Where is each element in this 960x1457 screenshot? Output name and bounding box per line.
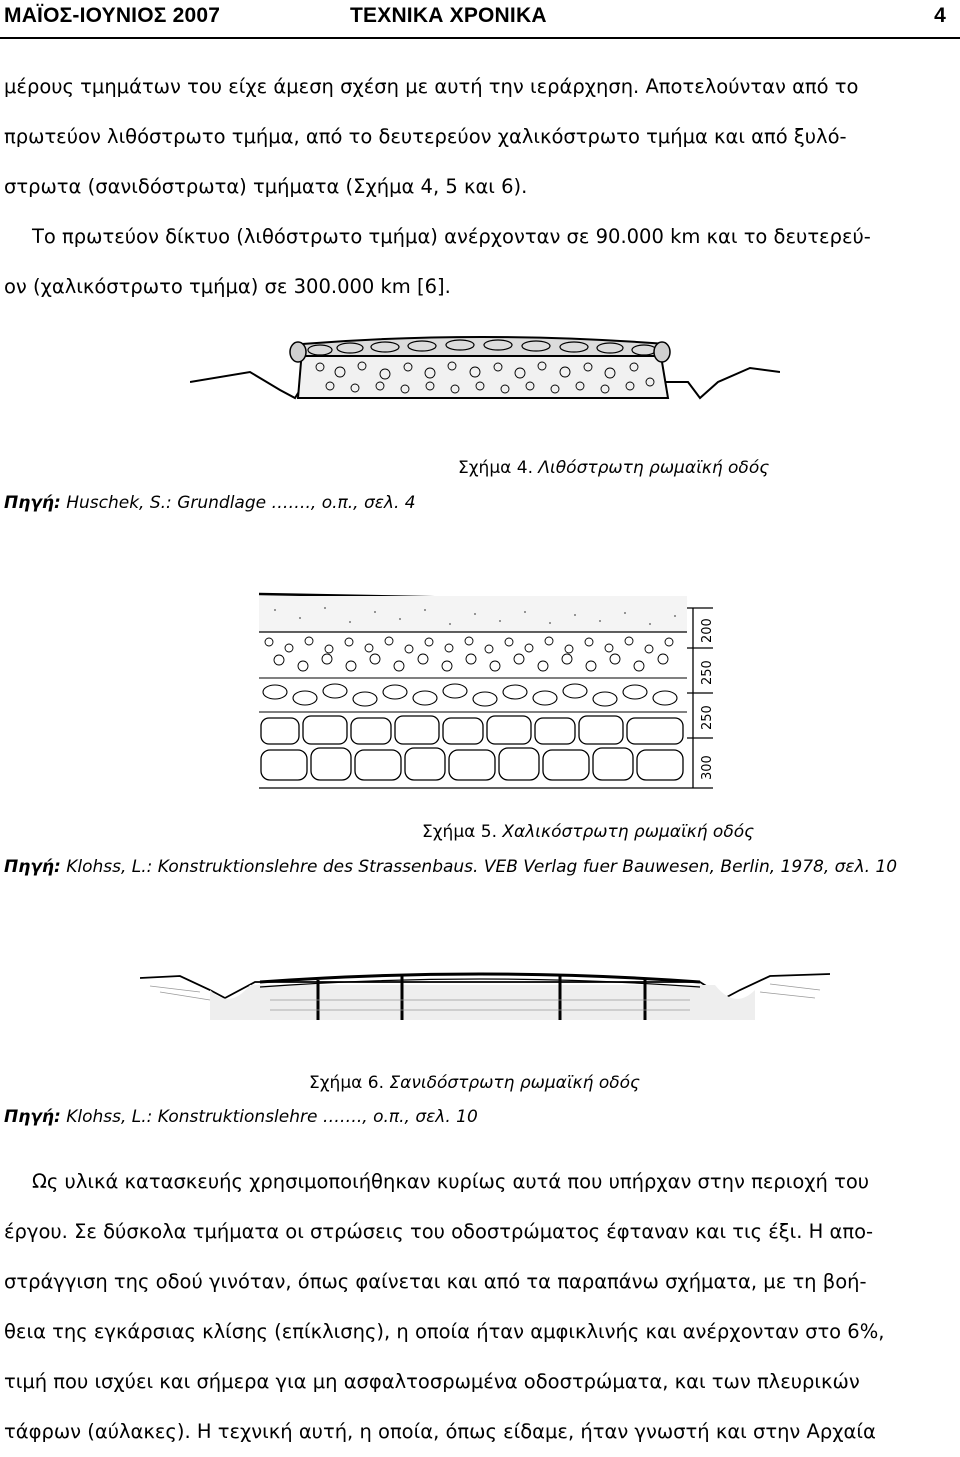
text-line: στράγγιση της οδού γινόταν, όπως φαίνεται και από τα παραπάνω σχήματα, με τη βοή- — [4, 1270, 867, 1293]
page-header — [0, 0, 960, 34]
figure-number: Σχήμα 6. — [309, 1073, 384, 1093]
dimension-label: 250 — [700, 660, 715, 685]
text-line: μέρους τμημάτων του είχε άμεση σχέση με αυτή την ιεράρχηση. Αποτελούνταν από το — [4, 75, 859, 98]
figure-number: Σχήμα 4. — [458, 458, 533, 478]
figure-6-caption — [309, 1073, 640, 1093]
dimension-label: 250 — [700, 705, 715, 730]
figure-4-caption — [458, 458, 769, 478]
figure-5-drawing — [255, 588, 725, 793]
text-line: θεια της εγκάρσιας κλίσης (επίκλισης), η οποία ήταν αμφικλινής και ανέρχονταν στο 6%, — [4, 1320, 885, 1343]
text-line: τάφρων (αύλακες). Η τεχνική αυτή, η οποία, όπως είδαμε, ήταν γνωστή και στην Αρχαία — [4, 1420, 876, 1443]
header-rule — [0, 37, 960, 39]
source-text: Klohss, L.: Konstruktionslehre ……., ο.π., σελ. 10 — [60, 1107, 478, 1127]
text-line: τιμή που ισχύει και σήμερα για μη ασφαλτοσρωμένα οδοστρώματα, και των πλευρικών — [4, 1370, 860, 1393]
issue-date: ΜΑΪΟΣ-ΙΟΥΝΙΟΣ 2007 — [4, 4, 221, 27]
source-text: Huschek, S.: Grundlage ……., ο.π., σελ. 4 — [60, 493, 416, 513]
text-line: στρωτα (σανιδόστρωτα) τμήματα (Σχήμα 4, 5 και 6). — [4, 175, 528, 198]
figure-4-source — [4, 493, 416, 513]
figure-4-drawing — [190, 312, 780, 442]
text-line: Το πρωτεύον δίκτυο (λιθόστρωτο τμήμα) ανέρχονταν σε 90.000 km και το δευτερεύ- — [32, 225, 871, 248]
page-number: 4 — [934, 4, 946, 27]
figure-number: Σχήμα 5. — [422, 822, 497, 842]
text-line: Ως υλικά κατασκευής χρησιμοποιήθηκαν κυρίως αυτά που υπήρχαν στην περιοχή του — [32, 1170, 870, 1193]
figure-6-source — [4, 1107, 478, 1127]
figure-5-caption — [422, 822, 754, 842]
source-label: Πηγή: — [4, 493, 61, 513]
text-line: έργου. Σε δύσκολα τμήματα οι στρώσεις του οδοστρώματος έφταναν και τις έξι. Η απο- — [4, 1220, 874, 1243]
journal-title: ΤΕΧΝΙΚΑ ΧΡΟΝΙΚΑ — [350, 4, 547, 27]
closing-paragraph — [4, 1157, 956, 1457]
source-label: Πηγή: — [4, 1107, 61, 1127]
intro-paragraph — [4, 62, 956, 312]
figure-title: Σανιδόστρωτη ρωμαϊκή οδός — [389, 1073, 641, 1093]
dimension-label: 200 — [700, 618, 715, 643]
source-text: Klohss, L.: Konstruktionslehre des Strassenbaus. VEB Verlag fuer Bauwesen, Berlin, 1978, σελ. 10 — [60, 857, 898, 877]
figure-5-source — [4, 857, 897, 877]
figure-6-drawing — [140, 940, 830, 1035]
text-line: ον (χαλικόστρωτο τμήμα) σε 300.000 km [6]. — [4, 275, 451, 298]
source-label: Πηγή: — [4, 857, 61, 877]
figure-title: Λιθόστρωτη ρωμαϊκή οδός — [538, 458, 770, 478]
text-line: πρωτεύον λιθόστρωτο τμήμα, από το δευτερεύον χαλικόστρωτο τμήμα και από ξυλό- — [4, 125, 847, 148]
dimension-label: 300 — [700, 755, 715, 780]
figure-title: Χαλικόστρωτη ρωμαϊκή οδός — [502, 822, 755, 842]
